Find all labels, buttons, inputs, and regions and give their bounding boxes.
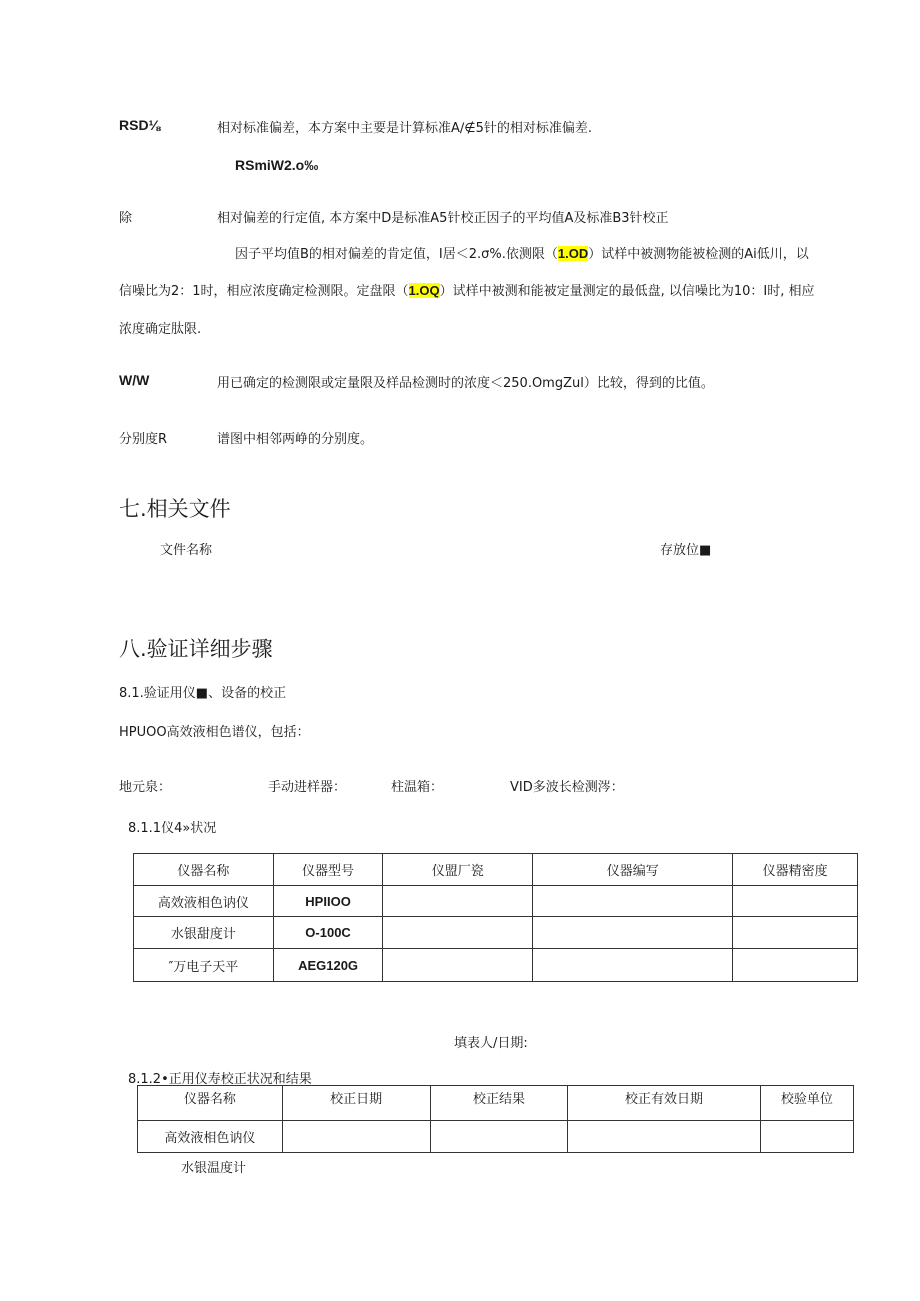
- table-cell: [383, 886, 533, 917]
- table-cell: [383, 949, 533, 982]
- chu-line-3: [119, 280, 815, 299]
- header-cell: 仪盟厂瓷: [383, 854, 533, 886]
- table-cell: [533, 886, 733, 917]
- header-cell: 校正有效日期: [568, 1086, 760, 1121]
- chu-line-1: 相对偏差的行定值, 本方案中D是标准A5针校正因子的平均值A及标准B3针校正: [217, 211, 669, 226]
- chu-term: 除: [119, 211, 133, 226]
- subsection-8-1: 8.1.验证用仪■、设备的校正: [119, 686, 287, 701]
- rsd-term: RSD⅛: [119, 117, 161, 133]
- header-cell: 仪器型号: [273, 854, 383, 886]
- rsd-definition: 相对标准偏差，本方案中主要是计算标准A∕∉5针的相对标准偏差.: [217, 121, 593, 136]
- table-cell: [733, 917, 858, 949]
- section-7-heading: 七.相关文件: [119, 497, 231, 521]
- header-cell: 仪器编写: [533, 854, 733, 886]
- table-cell: AEG120G: [273, 949, 383, 982]
- table-cell: [430, 1121, 568, 1153]
- table-row: [134, 949, 858, 982]
- table-cell: 高效液相色讷仪: [134, 886, 274, 917]
- table-cell: [533, 917, 733, 949]
- table-cell: [733, 886, 858, 917]
- component-injector: 手动进样器：: [268, 780, 347, 795]
- trailing-row-label: 水银温度计: [181, 1161, 247, 1176]
- chu-line-3-b: ）试样中被测和能被定量测定的最低盘, 以信噪比为10：I时, 相应: [439, 284, 815, 299]
- header-cell: 校验单位: [760, 1086, 853, 1121]
- table-cell: [733, 949, 858, 982]
- table-cell: [383, 917, 533, 949]
- section-8-heading: 八.验证详细步骤: [119, 637, 273, 661]
- table-cell: [282, 1121, 430, 1153]
- header-cell: 仪器精密度: [733, 854, 858, 886]
- resolution-definition: 谱图中相邻两峥的分别度。: [217, 432, 374, 447]
- ww-definition: 用已确定的检测限或定量限及样品检测时的浓度＜250.OmgZul）比较，得到的比值。: [217, 376, 714, 391]
- component-column-oven: 柱温箱：: [391, 780, 444, 795]
- filler-date: 填表人/日期:: [454, 1036, 528, 1051]
- table-cell: HPIIOO: [273, 886, 383, 917]
- header-cell: 校正结果: [430, 1086, 568, 1121]
- table-cell: ″万电子天平: [134, 949, 274, 982]
- chu-line-2-b: ）试样中被测物能被检测的Ai低川，以: [588, 247, 809, 262]
- table-cell: [760, 1121, 853, 1153]
- hplc-line: HPUOO高效液相色谱仪，包括：: [119, 725, 310, 740]
- table-cell: O-100C: [273, 917, 383, 949]
- table-1-label: 8.1.1仪4»状况: [128, 821, 217, 836]
- rsd-formula: RSmiW2.o‰: [235, 157, 319, 173]
- table-header-row: [134, 854, 858, 886]
- header-cell: 仪器名称: [138, 1086, 283, 1121]
- ww-term: W/W: [119, 372, 150, 388]
- table-cell: [533, 949, 733, 982]
- table-header-row: [138, 1086, 854, 1121]
- table-row: [134, 917, 858, 949]
- table-cell: [568, 1121, 760, 1153]
- section-7-col-file-name: 文件名称: [160, 543, 213, 558]
- chu-line-4: 浓度确定肽限.: [119, 322, 202, 337]
- table-cell: 高效液相色讷仪: [138, 1121, 283, 1153]
- chu-line-2: [235, 243, 809, 262]
- header-cell: 校正日期: [282, 1086, 430, 1121]
- header-cell: 仪器名称: [134, 854, 274, 886]
- table-row: [134, 886, 858, 917]
- table-row: [138, 1121, 854, 1153]
- instrument-status-table: [133, 853, 858, 982]
- loq-highlight: 1.OQ: [408, 283, 440, 298]
- chu-line-3-a: 信噪比为2：1时，相应浓度确定检测限。定盘限（: [119, 284, 409, 299]
- resolution-term: 分别度R: [119, 432, 168, 447]
- chu-line-2-a: 因子平均值B的相对偏差的肯定值，I居＜2.σ%.依测限（: [235, 247, 558, 262]
- calibration-results-table: [137, 1085, 854, 1153]
- table-cell: 水银甜度计: [134, 917, 274, 949]
- component-detector: VID多波长检测涔：: [510, 780, 624, 795]
- lod-highlight: 1.OD: [557, 246, 589, 261]
- component-pump: 地元泉：: [119, 780, 172, 795]
- section-7-col-location: 存放位■: [660, 543, 712, 558]
- table-2-label: 8.1.2•正用仪寿校正状况和结果: [128, 1072, 312, 1087]
